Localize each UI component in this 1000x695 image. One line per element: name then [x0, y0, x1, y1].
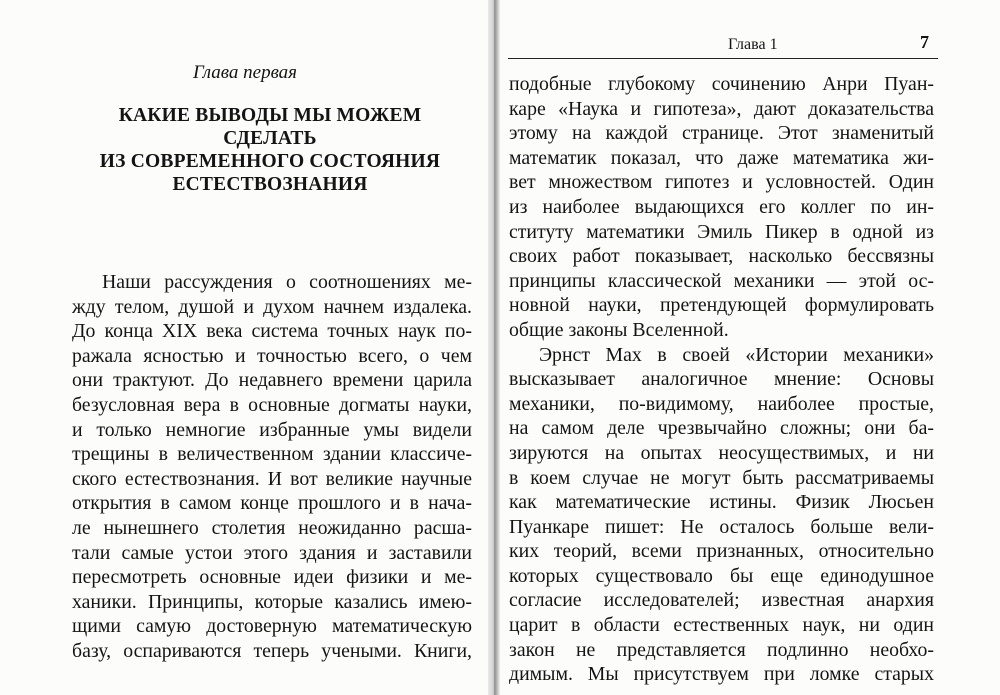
text-line: высказывает аналогичное мнение: Основы — [509, 368, 934, 391]
text-line: этому на каждой странице. Этот знаменитый — [509, 122, 934, 145]
chapter-title — [80, 104, 460, 196]
text-line: До конца XIX века система точных наук по- — [72, 320, 472, 343]
running-head — [508, 32, 938, 59]
running-head-title: Глава 1 — [728, 36, 778, 53]
chapter-title-line: ИЗ СОВРЕМЕННОГО СОСТОЯНИЯ — [99, 151, 441, 172]
text-line: Наши рассуждения о соотношениях ме- — [102, 271, 472, 293]
text-line: закон не представляется подлинно необхо- — [509, 638, 934, 661]
right-body-text — [509, 72, 934, 687]
text-line: ского естествознания. И вот великие научные — [72, 467, 472, 490]
text-line: царит в области естественных наук, ни один — [509, 614, 934, 637]
text-line: они трактуют. До недавнего времени царила — [72, 369, 472, 392]
text-line: согласие исследователей; известная анархия — [509, 589, 934, 612]
text-line: базу, оспариваются теперь учеными. Книги, — [72, 639, 472, 662]
text-line: механики, по-видимому, наиболее простые, — [509, 392, 934, 415]
text-line: в коем случае не могут быть рассматриваемы — [509, 466, 934, 489]
text-line: ханики. Принципы, которые казались имею- — [72, 590, 472, 613]
chapter-label: Глава первая — [192, 62, 298, 83]
text-line: открытия в самом конце прошлого и в нача- — [72, 492, 472, 515]
book-gutter — [488, 0, 500, 695]
text-line: жду телом, душой и духом начнем издалека. — [72, 295, 472, 318]
text-line: безусловная вера в основные догматы науки, — [72, 393, 472, 416]
chapter-title-line: ЕСТЕСТВОЗНАНИЯ — [172, 174, 368, 195]
text-line: подобные глубокому сочинению Анри Пуан- — [509, 73, 934, 95]
text-line: пересмотреть основные идеи физики и ме- — [72, 566, 472, 589]
text-line: каре «Наука и гипотеза», дают доказательства — [509, 97, 934, 120]
text-line: димым. Мы присутствуем при ломке старых — [509, 663, 934, 686]
text-line: новной науки, претендующей формулировать — [509, 294, 934, 317]
text-line: на самом деле чрезвычайно сложны; они ба- — [509, 417, 934, 440]
left-body-text — [72, 270, 472, 664]
text-line: ле нынешнего столетия неожиданно расша- — [72, 516, 472, 539]
chapter-title-line: КАКИЕ ВЫВОДЫ МЫ МОЖЕМ СДЕЛАТЬ — [118, 105, 422, 149]
text-line: принципы классической механики — этой ос- — [509, 269, 934, 292]
text-line: ражала ясностью и точностью всего, о чем — [72, 344, 472, 367]
text-line: Эрнст Мах в своей «Истории механики» — [539, 343, 934, 366]
text-line: как математические истины. Физик Люсьен — [509, 491, 934, 514]
text-line: и только немногие избранные умы видели — [72, 418, 472, 441]
text-line: ституту математики Эмиль Пикер в одной из — [509, 220, 934, 243]
text-line: щими самую достоверную математическую — [72, 615, 472, 638]
text-line: ких теорий, всеми признанных, относительно — [509, 540, 934, 563]
text-line: из наиболее выдающихся его коллег по ин- — [509, 195, 934, 218]
left-page — [0, 0, 490, 695]
text-line: которых существовало бы еще единодушное — [509, 564, 934, 587]
text-line: тали самые устои этого здания и заставили — [72, 541, 472, 564]
text-line: трещины в величественном здании классиче- — [72, 443, 472, 466]
right-page — [500, 0, 1000, 695]
text-line: математик показал, что даже математика жи- — [509, 146, 934, 169]
text-line: вет множеством гипотез и условностей. Один — [509, 171, 934, 194]
text-line: зируются на опытах неосуществимых, и ни — [509, 441, 934, 464]
text-line: общие законы Вселенной. — [509, 318, 729, 341]
text-line: Пуанкаре пишет: Не осталось больше вели- — [509, 515, 934, 538]
page-number: 7 — [920, 32, 929, 52]
text-line: своих работ показывает, насколько бессвязны — [509, 245, 934, 268]
